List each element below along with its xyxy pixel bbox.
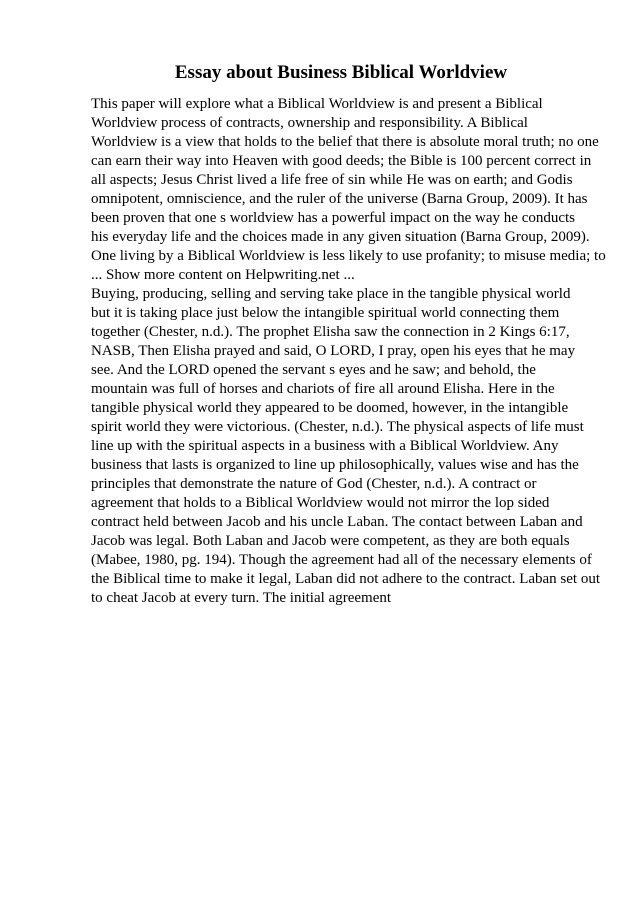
body-line: his everyday life and the choices made in any given situation (Barna Group, 2009). <box>91 229 590 245</box>
body-line: line up with the spiritual aspects in a business with a Biblical Worldview. Any <box>91 438 559 454</box>
body-line: to cheat Jacob at every turn. The initial agreement <box>91 590 392 606</box>
body-line: but it is taking place just below the intangible spiritual world connecting them <box>91 305 560 321</box>
body-line: business that lasts is organized to line up philosophically, values wise and has the <box>91 457 579 473</box>
document-body <box>91 95 611 608</box>
body-line: see. And the LORD opened the servant s eyes and he saw; and behold, the <box>91 362 536 378</box>
body-line: contract held between Jacob and his uncle Laban. The contact between Laban and <box>91 514 583 530</box>
body-line: principles that demonstrate the nature of God (Chester, n.d.). A contract or <box>91 476 537 492</box>
body-line: spirit world they were victorious. (Chester, n.d.). The physical aspects of life must <box>91 419 584 435</box>
body-line: been proven that one s worldview has a powerful impact on the way he conducts <box>91 210 576 226</box>
body-line: agreement that holds to a Biblical Worldview would not mirror the lop sided <box>91 495 550 511</box>
body-line: tangible physical world they appeared to be doomed, however, in the intangible <box>91 400 569 416</box>
body-line: NASB, Then Elisha prayed and said, O LORD, I pray, open his eyes that he may <box>91 343 576 359</box>
body-line: the Biblical time to make it legal, Laban did not adhere to the contract. Laban set out <box>91 571 600 587</box>
body-line: all aspects; Jesus Christ lived a life free of sin while He was on earth; and Godis <box>91 172 573 188</box>
body-line: Worldview is a view that holds to the belief that there is absolute moral truth; no one <box>91 134 599 150</box>
body-line: mountain was full of horses and chariots of fire all around Elisha. Here in the <box>91 381 555 397</box>
body-line: Jacob was legal. Both Laban and Jacob were competent, as they are both equals <box>91 533 570 549</box>
body-line: Worldview process of contracts, ownership and responsibility. A Biblical <box>91 115 528 131</box>
body-line: can earn their way into Heaven with good deeds; the Bible is 100 percent correct in <box>91 153 592 169</box>
body-line: One living by a Biblical Worldview is less likely to use profanity; to misuse media; to <box>91 248 606 264</box>
show-more-line: ... Show more content on Helpwriting.net ... <box>91 267 355 283</box>
body-line: together (Chester, n.d.). The prophet Elisha saw the connection in 2 Kings 6:17, <box>91 324 570 340</box>
document-title: Essay about Business Biblical Worldview <box>174 62 508 83</box>
body-line: Buying, producing, selling and serving take place in the tangible physical world <box>91 286 571 302</box>
body-line: omnipotent, omniscience, and the ruler of the universe (Barna Group, 2009). It has <box>91 191 588 207</box>
body-line: This paper will explore what a Biblical Worldview is and present a Biblical <box>91 96 543 112</box>
body-line: (Mabee, 1980, pg. 194). Though the agreement had all of the necessary elements of <box>91 552 592 568</box>
